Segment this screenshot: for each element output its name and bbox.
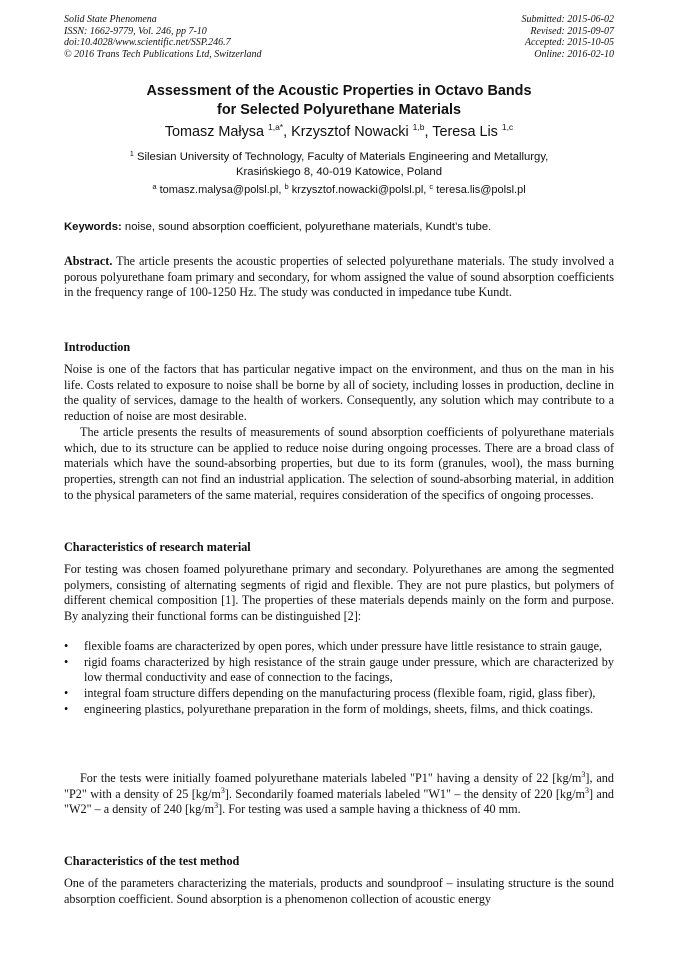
affiliation [40, 150, 638, 180]
keywords [64, 220, 614, 234]
email-link[interactable]: krzysztof.nowacki@polsl.pl [291, 184, 424, 196]
affiliation-mark: 1 [129, 149, 134, 158]
accepted-date: Accepted: 2015-10-05 [524, 37, 614, 48]
online-date: Online: 2016-02-10 [534, 48, 614, 60]
list-item [64, 655, 614, 686]
bullet-symbol: • [64, 701, 69, 716]
email-mark: a [152, 182, 157, 191]
list-item-text: integral foam structure differs depending on the manufacturing process (flexible foam, rigid, glass fiber), [84, 686, 596, 701]
material-form-list [64, 639, 614, 718]
journal-info [64, 14, 262, 60]
abstract-text: The article presents the acoustic properties of selected polyurethane materials. The study involved a porous polyurethane foam primary and secondary, for whom assigned the value of sound absorption coefficients in the frequency range of 100-1250 Hz. The study was conducted in impedance tube Kundt. [64, 254, 614, 300]
abstract [64, 254, 614, 301]
title-line-1: Assessment of the Acoustic Properties in Octavo Bands [146, 83, 532, 99]
author-emails: $^a$ tomasz.malysa@polsl.pl, $^b$ krzysztof.nowacki@polsl.pl, $^c$ teresa.lis@polsl.pl [152, 182, 526, 196]
revised-date: Revised: 2015-09-07 [530, 25, 614, 37]
superscript: 3 [584, 785, 589, 795]
section-heading-research-material: Characteristics of research material [64, 540, 251, 554]
author-name: Krzysztof Nowacki [291, 124, 409, 140]
list-item-text: engineering plastics, polyurethane preparation in the form of moldings, sheets, films, and thick coatings. [84, 701, 594, 716]
superscript: 3 [214, 801, 219, 811]
abstract-label: Abstract. [64, 254, 113, 268]
issn-line: ISSN: 1662-9779, Vol. 246, pp 7-10 [64, 25, 207, 37]
superscript: 3 [581, 770, 586, 779]
affiliation-line-2: Krasińskiego 8, 40-019 Katowice, Poland [236, 166, 442, 178]
intro-paragraph-2: The article presents the results of measurements of sound absorption coefficients of polyurethane materials which, due to its structure can be applied to reduce noise during ongoing processes. There are a broad class of materials which have the sound-absorbing properties, but due to its form (granules, wool), the mass burning properties, strength can not find an industrial application. The selection of sound-absorbing material, in addition to the physical parameters of the same material, requires consideration of the specifics of ongoing processes. [64, 425, 614, 502]
copyright-line: © 2016 Trans Tech Publications Ltd, Switzerland [64, 48, 262, 60]
text-run: ]. For testing was used a sample having a thickness of 40 mm. [218, 802, 521, 817]
bullet-symbol: • [64, 686, 69, 701]
list-item [64, 686, 614, 702]
method-paragraph-1: One of the parameters characterizing the materials, products and soundproof – insulating structure is the sound absorption coefficient. Sound absorption is a phenomenon collection of acoustic energy [64, 876, 614, 906]
superscript: 3 [220, 785, 225, 795]
text-run: ], and "P2" with a density of 25 [kg/m [64, 771, 614, 801]
title-line-2: for Selected Polyurethane Materials [217, 102, 461, 118]
material-paragraph-1: For testing was chosen foamed polyurethane primary and secondary. Polyurethanes are among the segmented polymers, consisting of alternating segments of rigid and flexible. They are not pure plastics, but polymers of different chemical composition [1]. The properties of these materials depends mainly on the form and purpose. By analyzing their functional forms can be distinguished [2]: [64, 562, 614, 624]
author-name: Teresa Lis [432, 124, 498, 140]
list-item-text: flexible foams are characterized by open pores, which under pressure have little resistance to strain gauge, [84, 639, 603, 653]
author-affiliation-mark: 1,b [412, 122, 425, 132]
section-heading-test-method: Characteristics of the test method [64, 854, 240, 868]
email-mark: c [429, 182, 434, 191]
author-affiliation-mark: 1,a* [267, 122, 284, 132]
email-link[interactable]: tomasz.malysa@polsl.pl [159, 184, 279, 196]
material-paragraph-2 [64, 771, 614, 818]
affiliation-line-1: Silesian University of Technology, Faculty of Materials Engineering and Metallurgy, [137, 151, 549, 163]
email-link[interactable]: teresa.lis@polsl.pl [436, 184, 526, 196]
keywords-label: Keywords: [64, 221, 122, 233]
text-run: ] and "W2" – a density of 240 [kg/m [64, 786, 615, 817]
submitted-date: Submitted: 2015-06-02 [521, 14, 614, 25]
bullet-symbol: • [64, 654, 69, 669]
text-run: For the tests were initially foamed polyurethane materials labeled "P1" having a density of 22 [kg/m [80, 771, 582, 785]
list-item [64, 702, 614, 718]
author-affiliation-mark: 1,c [501, 122, 514, 132]
list-item-text: rigid foams characterized by high resistance of the strain gauge under pressure, which are characterized by low thermal conductivity and ease of connection to the facings, [84, 654, 614, 685]
list-item [64, 639, 614, 655]
author-name: Tomasz Małysa [164, 124, 264, 140]
journal-name: Solid State Phenomena [64, 14, 157, 25]
paper-title [40, 82, 638, 120]
section-heading-introduction: Introduction [64, 340, 131, 354]
doi-line: doi:10.4028/www.scientific.net/SSP.246.7 [64, 37, 231, 48]
email-mark: b [284, 182, 289, 191]
text-run: ]. Secondarily foamed materials labeled "W1" – the density of 220 [kg/m [224, 786, 585, 801]
submission-dates [522, 14, 615, 60]
bullet-symbol: • [64, 639, 69, 653]
keywords-text: noise, sound absorption coefficient, polyurethane materials, Kundt’s tube. [124, 221, 492, 233]
intro-paragraph-1: Noise is one of the factors that has particular negative impact on the environment, and thus on the man in his life. Costs related to exposure to noise shall be borne by all of society, including losses in production, decline in the quality of services, damage to the health of workers. Consequently, any solution which may contribute to a reduction of noise are most desirable. [64, 362, 614, 424]
author-list: Tomasz Małysa $^{1,a*}$, Krzysztof Nowacki $^{1,b}$, Teresa Lis $^{1,c}$ [164, 122, 514, 140]
